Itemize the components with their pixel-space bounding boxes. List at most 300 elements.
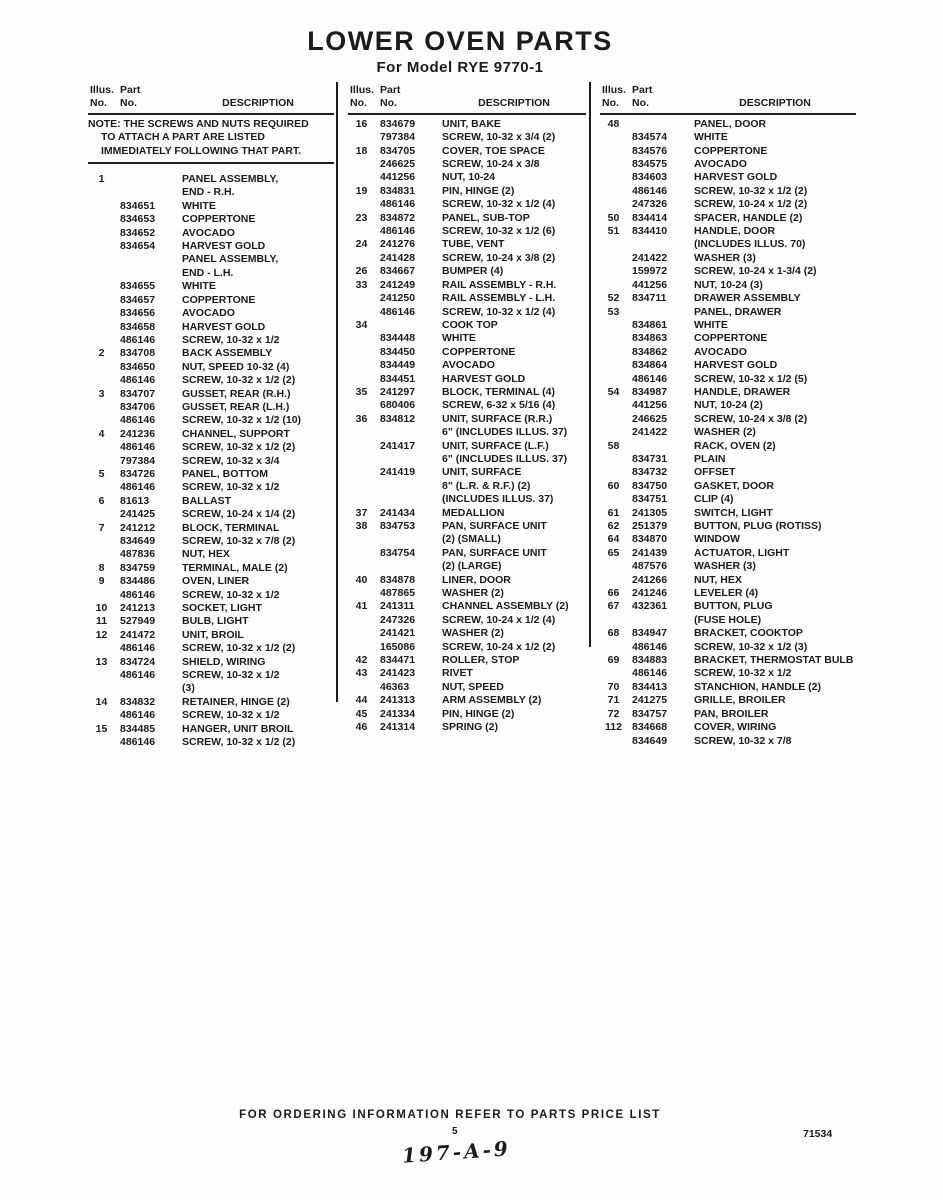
part-no: 486146 <box>632 667 668 680</box>
table-row <box>348 346 586 359</box>
table-row <box>600 131 856 144</box>
part-description: GUSSET, REAR (L.H.) <box>182 400 290 413</box>
part-description: PANEL, BOTTOM <box>182 467 268 480</box>
part-description: UNIT, BAKE <box>442 117 501 130</box>
illus-no: 15 <box>95 722 108 735</box>
part-no: 487865 <box>380 587 416 600</box>
part-description: PANEL, SUB-TOP <box>442 211 530 224</box>
part-description: BACK ASSEMBLY <box>182 347 273 360</box>
table-row <box>348 694 586 707</box>
part-description: BALLAST <box>182 494 231 507</box>
part-no: 486146 <box>120 588 156 601</box>
part-no: 834451 <box>380 372 416 385</box>
table-row <box>600 735 856 748</box>
parts-column-1 <box>88 84 334 750</box>
part-no: 834707 <box>120 387 156 400</box>
illus-no: 10 <box>95 602 108 615</box>
table-row <box>600 493 856 506</box>
illus-no <box>348 158 375 171</box>
part-no: 486146 <box>120 669 156 682</box>
illus-no <box>348 399 375 412</box>
part-no-header: No. <box>380 97 397 110</box>
part-description: BLOCK, TERMINAL <box>182 521 280 534</box>
part-no: 834657 <box>120 293 156 306</box>
illus-no <box>348 171 375 184</box>
illus-no: 52 <box>607 292 620 305</box>
illus-no <box>600 319 627 332</box>
part-description: SCREW, 10-32 x 1/2 (6) <box>442 225 556 238</box>
part-no: 834668 <box>632 721 668 734</box>
illus-no: 45 <box>355 707 368 720</box>
table-row <box>600 574 856 587</box>
table-row <box>88 589 334 602</box>
column-header <box>88 84 334 115</box>
illus-no: 46 <box>355 721 368 734</box>
table-row <box>600 292 856 305</box>
part-no: 441256 <box>380 171 416 184</box>
part-no: 834883 <box>632 654 668 667</box>
table-row <box>600 185 856 198</box>
part-description: SCREW, 10-32 x 1/2 (2) <box>694 184 808 197</box>
illus-no: 50 <box>607 211 620 224</box>
part-header: Part <box>120 84 141 96</box>
table-row <box>348 185 586 198</box>
illus-no: 9 <box>98 575 105 588</box>
part-no: 486146 <box>120 481 156 494</box>
part-description: WHITE <box>182 280 216 293</box>
part-description: PAN, SURFACE UNIT (2) (SMALL) <box>442 520 547 546</box>
part-description: UNIT, SURFACE (L.F.) 6" (INCLUDES ILLUS. 37) <box>442 439 568 465</box>
table-row <box>348 520 586 547</box>
part-description: PAN, BROILER <box>694 707 769 720</box>
illus-no <box>348 466 375 506</box>
illus-no: 1 <box>98 173 105 186</box>
part-header: Part <box>380 84 401 96</box>
illus-no: 68 <box>607 627 620 640</box>
part-no: 797384 <box>120 454 156 467</box>
part-no: 241419 <box>380 466 416 479</box>
part-description: AVOCADO <box>182 307 235 320</box>
part-description: PIN, HINGE (2) <box>442 707 515 720</box>
table-row <box>88 562 334 575</box>
part-no: 241422 <box>632 426 668 439</box>
part-description: HARVEST GOLD <box>442 372 526 385</box>
illus-no <box>600 359 627 372</box>
table-row <box>348 574 586 587</box>
illus-no: 11 <box>95 615 108 628</box>
part-no: 527949 <box>120 615 156 628</box>
table-row <box>600 480 856 493</box>
table-row <box>600 547 856 560</box>
part-no-header: No. <box>632 97 649 110</box>
table-row <box>600 654 856 667</box>
illus-no <box>600 399 627 412</box>
part-description: BUTTON, PLUG (ROTISS) <box>694 520 822 532</box>
table-row <box>600 694 856 707</box>
part-no: 834711 <box>632 292 667 305</box>
part-description: NUT, SPEED <box>442 680 504 693</box>
part-no: 834872 <box>380 211 416 224</box>
part-description: SCREW, 10-32 x 1/2 (3) <box>694 640 808 653</box>
illus-no <box>600 265 627 278</box>
table-row <box>88 347 334 360</box>
table-row <box>348 238 586 251</box>
part-no: 834574 <box>632 131 668 144</box>
part-no: 834667 <box>380 265 416 278</box>
description-header: DESCRIPTION <box>222 97 294 110</box>
part-description: WHITE <box>182 199 216 212</box>
table-row <box>88 669 334 696</box>
part-no: 486146 <box>120 441 156 454</box>
page-number: 5 <box>452 1126 458 1137</box>
table-row <box>88 428 334 441</box>
table-row <box>348 507 586 520</box>
part-no: 834652 <box>120 226 156 239</box>
part-description: WHITE <box>694 318 728 331</box>
part-no: 834705 <box>380 144 416 157</box>
part-no: 834485 <box>120 722 156 735</box>
table-row <box>600 373 856 386</box>
illus-no <box>348 627 375 640</box>
part-description: SCREW, 10-24 x 3/8 (2) <box>442 251 556 264</box>
table-row <box>600 520 856 533</box>
part-no: 241472 <box>120 628 156 641</box>
table-row <box>348 627 586 640</box>
part-no: 486146 <box>632 184 668 197</box>
part-no: 834757 <box>632 707 668 720</box>
table-row <box>600 721 856 734</box>
part-no: 486146 <box>632 372 668 385</box>
part-description: SCREW, 10-32 x 7/8 (2) <box>182 535 296 547</box>
part-no: 834575 <box>632 158 668 171</box>
part-description: OFFSET <box>694 466 736 479</box>
part-no <box>632 306 689 319</box>
parts-column-3 <box>600 84 856 748</box>
illus-no-header: No. <box>602 97 619 110</box>
part-description: SCREW, 10-32 x 1/2 (3) <box>182 669 280 695</box>
part-no: 241313 <box>380 694 416 707</box>
table-row <box>88 481 334 494</box>
part-description: WASHER (3) <box>694 251 756 264</box>
table-row <box>348 131 586 144</box>
part-no: 487836 <box>120 548 156 561</box>
illus-no: 40 <box>355 573 368 586</box>
part-description: SCREW, 10-32 x 1/2 (5) <box>694 372 808 385</box>
form-number: 71534 <box>803 1128 833 1140</box>
illus-no: 112 <box>605 721 622 734</box>
part-description: ACTUATOR, LIGHT <box>694 546 790 559</box>
part-no: 486146 <box>120 736 156 749</box>
illus-no: 62 <box>607 520 620 532</box>
part-no: 46363 <box>380 680 410 693</box>
header-rule <box>348 113 586 115</box>
table-row <box>600 279 856 292</box>
part-description: SCREW, 6-32 x 5/16 (4) <box>442 399 556 412</box>
table-row <box>88 361 334 374</box>
table-row <box>88 736 334 749</box>
illus-no: 72 <box>607 707 620 720</box>
part-description: SCREW, 10-24 x 1/2 (4) <box>442 613 556 626</box>
illus-header: Illus. <box>350 84 374 96</box>
illus-no <box>348 614 375 627</box>
illus-no: 36 <box>355 412 368 425</box>
part-description: BRACKET, THERMOSTAT BULB <box>694 654 854 667</box>
part-description: SCREW, 10-32 x 1/2 (4) <box>442 305 556 318</box>
part-no: 834864 <box>632 359 668 372</box>
part-description: SCREW, 10-24 x 1/4 (2) <box>182 508 296 521</box>
part-description: MEDALLION <box>442 506 505 519</box>
table-row <box>348 225 586 238</box>
table-row <box>600 225 856 252</box>
part-description: SCREW, 10-24 x 1/2 (2) <box>442 640 556 653</box>
part-description: GUSSET, REAR (R.H.) <box>182 387 291 400</box>
part-description: AVOCADO <box>442 359 495 372</box>
table-row <box>88 709 334 722</box>
illus-no <box>348 252 375 265</box>
illus-no: 3 <box>98 387 105 400</box>
table-row <box>88 615 334 628</box>
part-no: 246625 <box>380 158 416 171</box>
illus-no <box>600 641 627 654</box>
part-no: 246625 <box>632 412 668 425</box>
column-divider <box>336 82 338 702</box>
illus-no <box>600 413 627 426</box>
illus-no: 19 <box>355 184 368 197</box>
illus-no: 33 <box>355 278 368 291</box>
screws-note <box>88 118 334 158</box>
table-row <box>348 292 586 305</box>
part-no <box>120 173 177 200</box>
part-description: COPPERTONE <box>182 293 256 306</box>
table-row <box>348 654 586 667</box>
part-no: 241236 <box>120 427 156 440</box>
table-row <box>600 359 856 372</box>
table-row <box>88 441 334 454</box>
part-no: 81613 <box>120 494 150 507</box>
illus-no <box>600 667 627 680</box>
part-no: 834732 <box>632 466 668 479</box>
table-row <box>348 198 586 211</box>
part-description: SPRING (2) <box>442 721 499 734</box>
part-no: 834987 <box>632 385 668 398</box>
part-description: HARVEST GOLD <box>182 240 266 253</box>
illus-no <box>88 321 115 334</box>
part-no: 251379 <box>632 520 668 532</box>
part-description: GRILLE, BROILER <box>694 694 786 707</box>
table-row <box>348 265 586 278</box>
part-no: 834658 <box>120 320 156 333</box>
table-row <box>88 388 334 401</box>
table-row <box>600 600 856 627</box>
page-title: LOWER OVEN PARTS <box>307 26 613 56</box>
illus-no: 69 <box>607 654 620 667</box>
illus-no <box>600 574 627 587</box>
illus-no: 34 <box>355 318 368 331</box>
part-description: SCREW, 10-32 x 1/2 (2) <box>182 642 296 655</box>
illus-no <box>88 669 115 696</box>
part-no: 834656 <box>120 307 156 320</box>
illus-no <box>88 401 115 414</box>
illus-no <box>600 453 627 466</box>
column-divider <box>589 82 591 647</box>
table-row <box>600 118 856 131</box>
illus-no <box>600 332 627 345</box>
illus-no <box>348 346 375 359</box>
table-row <box>88 656 334 669</box>
table-row <box>88 414 334 427</box>
part-no: 241266 <box>632 573 668 586</box>
illus-no <box>348 198 375 211</box>
illus-no <box>88 200 115 213</box>
part-description: RETAINER, HINGE (2) <box>182 695 290 708</box>
part-no: 680406 <box>380 399 416 412</box>
illus-no <box>600 560 627 573</box>
part-no: 834486 <box>120 575 156 588</box>
illus-no: 35 <box>355 385 368 398</box>
part-description: AVOCADO <box>182 226 235 239</box>
table-row <box>600 627 856 640</box>
part-no: 834759 <box>120 561 156 574</box>
part-no: 486146 <box>120 709 156 722</box>
part-description: HANDLE, DRAWER <box>694 385 791 398</box>
illus-no <box>88 736 115 749</box>
part-description: WASHER (3) <box>694 560 756 573</box>
illus-no: 12 <box>95 628 108 641</box>
illus-no <box>348 292 375 305</box>
part-no: 241297 <box>380 385 416 398</box>
illus-no <box>88 481 115 494</box>
table-row <box>88 374 334 387</box>
illus-no: 61 <box>607 506 620 519</box>
table-row <box>348 440 586 467</box>
illus-no <box>600 279 627 292</box>
part-description: AVOCADO <box>694 345 747 358</box>
illus-no: 70 <box>607 680 620 693</box>
illus-no <box>88 589 115 602</box>
illus-no <box>88 280 115 293</box>
part-description: COPPERTONE <box>694 144 768 157</box>
part-description: SCREW, 10-32 x 7/8 <box>694 734 792 747</box>
table-row <box>88 575 334 588</box>
table-row <box>600 212 856 225</box>
illus-no: 66 <box>607 587 620 600</box>
illus-no: 13 <box>95 655 108 668</box>
illus-no: 37 <box>355 506 368 519</box>
part-description: COVER, WIRING <box>694 721 777 734</box>
table-row <box>600 265 856 278</box>
illus-no: 51 <box>607 225 620 238</box>
part-no: 834753 <box>380 520 416 532</box>
table-row <box>88 455 334 468</box>
part-description: NUT, HEX <box>694 573 742 586</box>
part-description: SCREW, 10-32 x 1/2 <box>694 667 792 680</box>
illus-no: 7 <box>98 521 105 534</box>
part-no: 486146 <box>120 333 156 346</box>
part-no: 834706 <box>120 400 156 413</box>
table-row <box>600 533 856 546</box>
part-no: 834654 <box>120 240 156 253</box>
illus-no: 65 <box>607 546 620 559</box>
illus-no: 2 <box>98 347 105 360</box>
part-description: SCREW, 10-24 x 1/2 (2) <box>694 198 808 211</box>
illus-no <box>348 225 375 238</box>
table-row <box>600 587 856 600</box>
part-no <box>380 319 437 332</box>
part-description: SCREW, 10-32 x 3/4 <box>182 454 280 467</box>
part-no: 834731 <box>632 452 668 465</box>
table-row <box>600 426 856 439</box>
table-row <box>348 667 586 680</box>
part-description: NUT, 10-24 <box>442 171 496 184</box>
table-row <box>600 306 856 319</box>
part-description: SOCKET, LIGHT <box>182 602 262 615</box>
part-description: SCREW, 10-32 x 1/2 <box>182 333 280 346</box>
illus-no: 54 <box>607 385 620 398</box>
illus-no: 44 <box>355 694 368 707</box>
illus-no: 4 <box>98 427 105 440</box>
part-description: BUMPER (4) <box>442 265 504 278</box>
part-description: WINDOW <box>694 533 741 546</box>
description-header: DESCRIPTION <box>739 97 811 110</box>
part-no: 241422 <box>632 251 668 264</box>
table-row <box>88 642 334 655</box>
part-no: 834410 <box>632 225 668 238</box>
table-row <box>348 279 586 292</box>
note-line: IMMEDIATELY FOLLOWING THAT PART. <box>101 144 302 157</box>
illus-no <box>600 346 627 359</box>
table-row <box>348 587 586 600</box>
part-no: 834870 <box>632 533 668 546</box>
table-row <box>348 547 586 574</box>
part-description: RAIL ASSEMBLY - R.H. <box>442 278 557 291</box>
table-row <box>348 386 586 399</box>
part-description: PIN, HINGE (2) <box>442 184 515 197</box>
illus-no: 14 <box>95 695 108 708</box>
illus-no <box>348 131 375 144</box>
part-description: SCREW, 10-32 x 1/2 <box>182 481 280 494</box>
part-description: UNIT, BROIL <box>182 628 244 641</box>
illus-no: 48 <box>607 117 620 130</box>
illus-no <box>600 131 627 144</box>
part-description: SPACER, HANDLE (2) <box>694 211 803 224</box>
part-no: 834862 <box>632 345 668 358</box>
illus-no <box>348 681 375 694</box>
column-header <box>600 84 856 115</box>
table-row <box>88 723 334 736</box>
table-row <box>88 548 334 561</box>
parts-column-2 <box>348 84 586 735</box>
part-description: SCREW, 10-24 x 3/8 (2) <box>694 412 808 425</box>
table-row <box>88 240 334 253</box>
part-description: PLAIN <box>694 452 726 465</box>
illus-no: 43 <box>355 667 368 680</box>
part-no: 834414 <box>632 211 668 224</box>
illus-no <box>88 334 115 347</box>
part-no: 487576 <box>632 560 668 573</box>
table-row <box>348 399 586 412</box>
table-row <box>600 158 856 171</box>
part-description: COOK TOP <box>442 318 498 331</box>
part-no: 241423 <box>380 667 416 680</box>
part-description: GASKET, DOOR <box>694 479 774 492</box>
illus-no <box>348 359 375 372</box>
table-row <box>600 507 856 520</box>
illus-no <box>600 145 627 158</box>
part-description: SCREW, 10-24 x 1-3/4 (2) <box>694 265 817 278</box>
column-header <box>348 84 586 115</box>
part-description: WASHER (2) <box>694 426 756 439</box>
part-no: 241439 <box>632 546 668 559</box>
